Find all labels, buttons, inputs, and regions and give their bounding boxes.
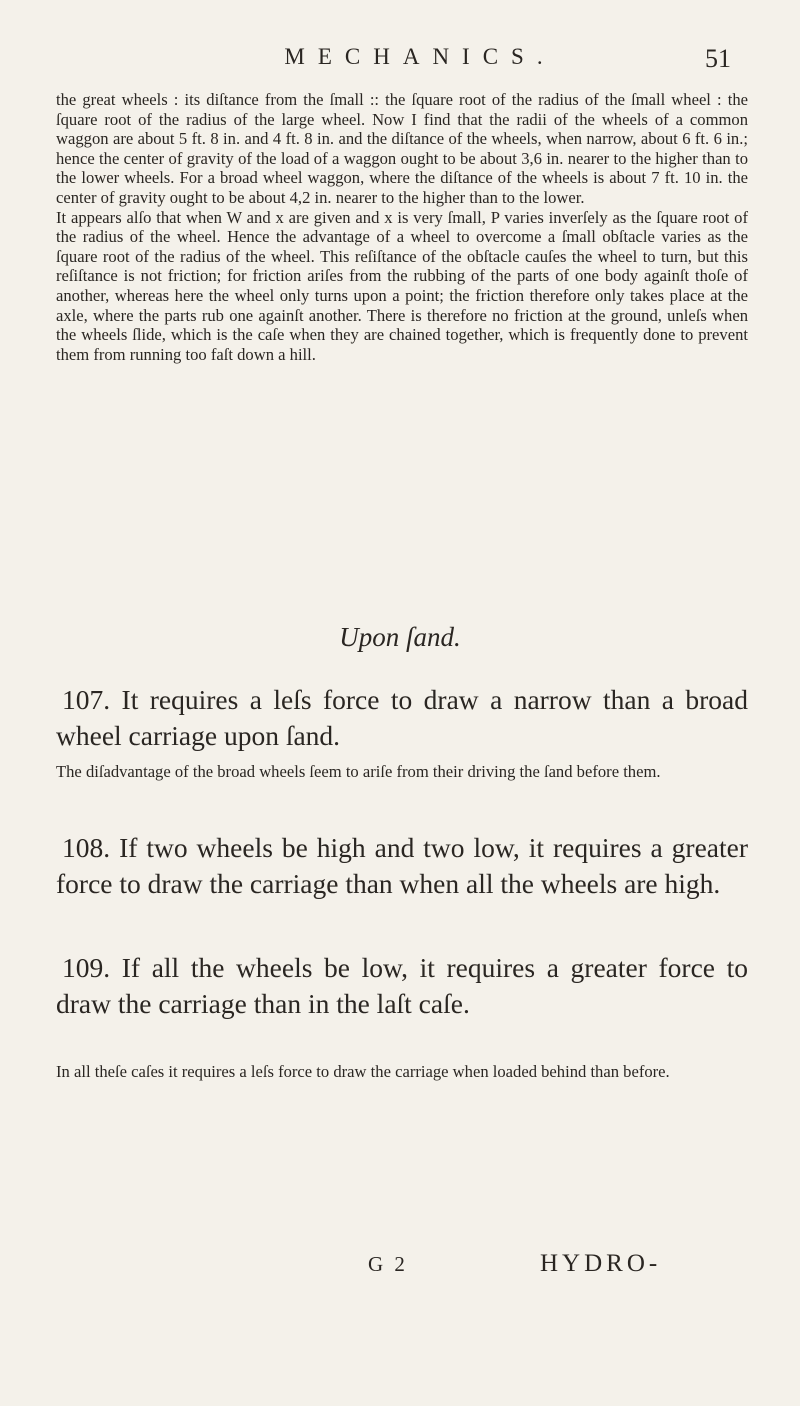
proposition-text: If all the wheels be low, it requires a greater force to draw the carriage than in the laſt caſe. <box>56 952 749 1019</box>
signature-mark: G 2 <box>368 1252 408 1276</box>
proposition-109 <box>56 950 748 1022</box>
proposition-text: It requires a leſs force to draw a narrow than a broad wheel carriage upon ſand. <box>56 684 748 751</box>
proposition-107 <box>56 682 748 754</box>
catchword: HYDRO- <box>540 1250 662 1277</box>
proposition-108 <box>56 830 748 902</box>
body-text <box>56 90 748 364</box>
proposition-note: The diſadvantage of the broad wheels ſeem to ariſe from their driving the ſand before them. <box>56 762 661 781</box>
proposition-note: In all theſe caſes it requires a leſs force to draw the carriage when loaded behind than before. <box>56 1062 670 1081</box>
proposition-number: 108. <box>62 832 111 863</box>
page-number: 51 <box>705 44 731 73</box>
proposition-number: 109. <box>62 952 111 983</box>
proposition-number: 107. <box>62 684 111 715</box>
section-heading: Upon ſand. <box>339 622 461 652</box>
page-header <box>0 44 800 84</box>
proposition-text: If two wheels be high and two low, it requires a greater force to draw the carriage than when all the wheels are high. <box>56 832 748 899</box>
page-footer <box>0 1250 800 1286</box>
running-head: MECHANICS. <box>284 44 556 69</box>
paragraph-1: the great wheels : its diſtance from the ſmall :: the ſquare root of the radius of the ſmall wheel : the ſquare root of the radius of the large wheel. Now I find that the radii of the wheels of a common waggon are about 5 ft. 8 in. and 4 ft. 8 in. and the diſtance of the wheels, when narrow, about 6 ft. 6 in.; hence the center of gravity of the load of a waggon ought to be about 3,6 in. nearer to the higher than to the lower wheels. For a broad wheel waggon, where the diſtance of the wheels is about 7 ft. 10 in. the center of gravity ought to be about 4,2 in. nearer to the higher than to the lower. <box>56 90 748 207</box>
paragraph-2: It appears alſo that when W and x are given and x is very ſmall, P varies inverſely as the ſquare root of the radius of the wheel. Hence the advantage of a wheel to overcome a ſmall obſtacle varies as the ſquare root of the radius of the wheel. This reſiſtance of the obſtacle cauſes the wheel to turn, but this reſiſtance is not friction; for friction ariſes from the rubbing of the parts of one body againſt thoſe of another, whereas here the wheel only turns upon a point; the friction therefore only takes place at the axle, where the parts rub one againſt another. There is therefore no friction at the ground, unleſs when the wheels ſlide, which is the caſe when they are chained together, which is frequently done to prevent them from running too faſt down a hill. <box>56 207 748 364</box>
